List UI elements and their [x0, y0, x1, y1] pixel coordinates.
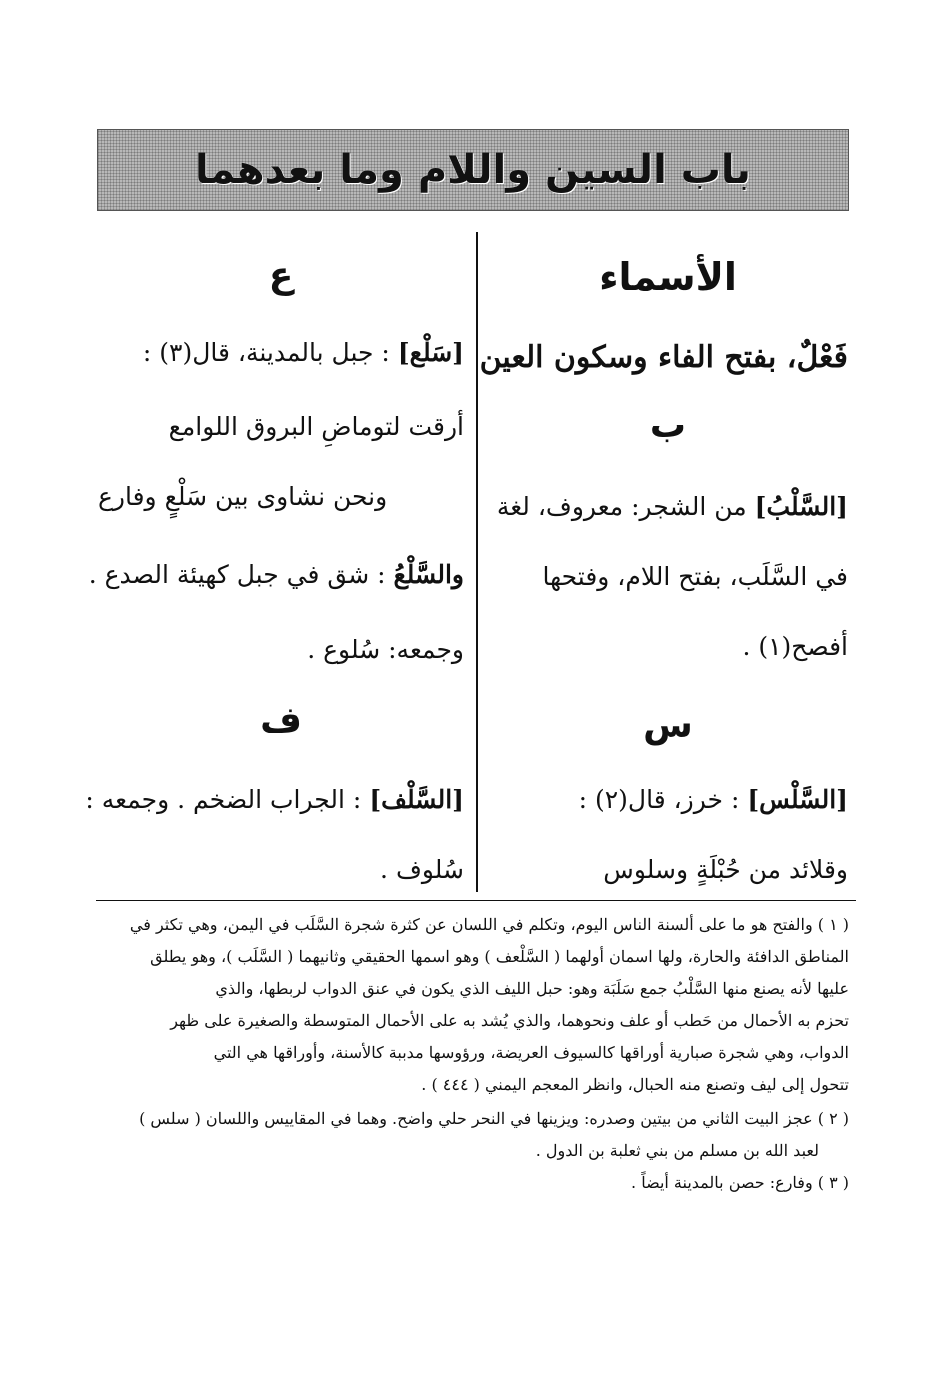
headword-sals: [السَّلْس] — [747, 785, 848, 814]
section-letter-fa: ف — [260, 700, 302, 741]
section-letter-ain: ع — [268, 255, 294, 296]
footnote-1-line-4: تحزم به الأحمال من حَطب أو علف ونحوهما، والذي يُشد به على الأحمال المتوسطة والصغيرة على ظهر — [170, 1011, 849, 1030]
section-letter-sin: س — [643, 705, 693, 746]
chapter-title: باب السين واللام وما بعدهما — [195, 147, 751, 193]
column-divider — [476, 232, 478, 892]
entry-salf — [85, 785, 464, 814]
verse-line-1: أرقت لتوماضِ البروق اللوامع — [168, 412, 464, 441]
pattern-subheading: فَعْلٌ، بفتح الفاء وسكون العين — [479, 340, 848, 375]
nouns-heading: الأسماء — [599, 255, 737, 299]
entry-salb-line3: أفصح(١) . — [742, 632, 848, 661]
section-letter-ba: ب — [649, 405, 687, 446]
footnote-1-line-6: تتحول إلى ليف وتصنع منه الحبال، وانظر المعجم اليمني ( ٤٤٤ ) . — [421, 1075, 849, 1094]
entry-salb-line2: في السَّلَب، بفتح اللام، وفتحها — [542, 562, 848, 591]
headword-salf: [السَّلْف] — [369, 785, 464, 814]
verse-line-2: ونحن نشاوى بين سَلْعٍ وفارع — [98, 482, 388, 511]
entry-sals-verse: وقلائد من حُبْلَةٍ وسلوس — [603, 855, 848, 884]
footnote-3-line-1: ( ٣ ) وفارع: حصن بالمدينة أيضاً . — [631, 1173, 849, 1192]
entry-salb — [497, 492, 848, 521]
headword-salu: والسَّلْعُ — [393, 560, 464, 589]
entry-salu — [89, 560, 464, 589]
footnote-1-line-3: عليها لأنه يصنع منها السَّلْبُ جمع سَلَبَة وهو: حبل الليف الذي يكون في عنق الدواب لربطها، والذي — [215, 979, 849, 998]
entry-salb-text: من الشجر: معروف، لغة — [496, 492, 747, 521]
entry-salu-text: : شق في جبل كهيئة الصدع . — [88, 560, 386, 589]
entry-sals — [579, 785, 848, 814]
footnote-2-line-2: لعبد الله بن مسلم من بني ثعلبة بن الدول . — [535, 1141, 819, 1160]
footnotes — [96, 910, 849, 1230]
footnote-rule — [96, 900, 856, 901]
entry-sal-text: : جبل بالمدينة، قال(٣) : — [142, 338, 390, 367]
footnote-1-line-1: ( ١ ) والفتح هو ما على ألسنة الناس اليوم، وتكلم في اللسان عن كثرة شجرة السَّلَب في اليمن، وهي تكثر في — [129, 915, 849, 934]
chapter-banner — [97, 129, 849, 211]
headword-salb: [السَّلْبُ] — [754, 492, 848, 521]
headword-sal: [سَلْع] — [397, 338, 464, 367]
entry-sal — [143, 338, 464, 367]
footnote-2-line-1: ( ٢ ) عجز البيت الثاني من بيتين وصدره: ويزينها في النحر حلي واضح. وهما في المقاييس واللسان ( سلس ) — [139, 1109, 849, 1128]
entry-salu-line2: وجمعه: سُلوع . — [307, 635, 464, 664]
footnote-1-line-2: المناطق الدافئة والحارة، ولها اسمان أولهما ( السَّلْعف ) وهو اسمها الحقيقي وثانيهما ( السَّلَب )، وهو يطلق — [150, 947, 849, 966]
entry-salf-text: : الجراب الضخم . وجمعه : — [85, 785, 362, 814]
footnote-1-line-5: الدواب، وهي شجرة صبارية أوراقها كالسيوف العريضة، ورؤوسها مدببة كالأسنة، وأوراقها هي التي — [213, 1043, 849, 1062]
entry-salf-line2: سُلوف . — [380, 855, 464, 884]
entry-sals-text: : خرز، قال(٢) : — [578, 785, 740, 814]
